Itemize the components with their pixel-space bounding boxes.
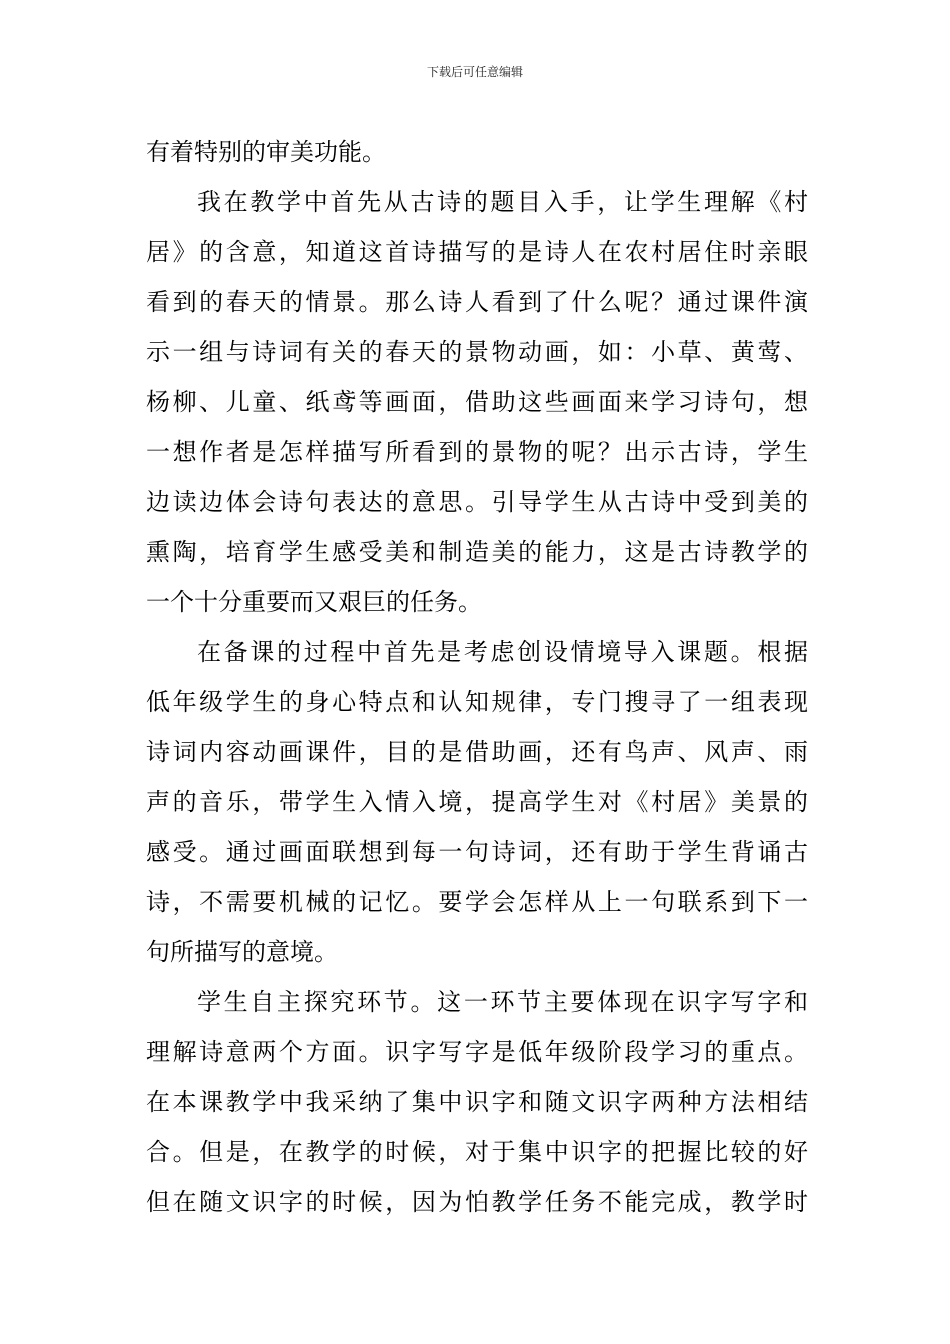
- text-line: 有着特别的审美功能。: [146, 138, 386, 166]
- text-line: 合。但是，在教学的时候，对于集中识字的把握比较的好: [146, 1138, 808, 1166]
- text-line: 声的音乐，带学生入情入境，提高学生对《村居》美景的: [146, 788, 808, 816]
- text-line: 感受。通过画面联想到每一句诗词，还有助于学生背诵古: [146, 838, 808, 866]
- text-line: 学生自主探究环节。这一环节主要体现在识字写字和: [197, 988, 808, 1016]
- text-line: 一个十分重要而又艰巨的任务。: [146, 588, 482, 616]
- document-body: [146, 127, 808, 1227]
- page-header: 下载后可任意编辑: [426, 65, 523, 79]
- text-line: 看到的春天的情景。那么诗人看到了什么呢？通过课件演: [146, 288, 808, 316]
- text-line: 理解诗意两个方面。识字写字是低年级阶段学习的重点。: [146, 1038, 808, 1066]
- text-line: 在备课的过程中首先是考虑创设情境导入课题。根据: [197, 638, 808, 666]
- text-line: 我在教学中首先从古诗的题目入手，让学生理解《村: [197, 188, 808, 216]
- text-line: 但在随文识字的时候，因为怕教学任务不能完成，教学时: [146, 1188, 808, 1216]
- text-line: 诗，不需要机械的记忆。要学会怎样从上一句联系到下一: [146, 888, 808, 916]
- text-line: 句所描写的意境。: [146, 938, 338, 966]
- text-line: 熏陶，培育学生感受美和制造美的能力，这是古诗教学的: [146, 538, 808, 566]
- text-line: 低年级学生的身心特点和认知规律，专门搜寻了一组表现: [146, 688, 808, 716]
- text-line: 示一组与诗词有关的春天的景物动画，如：小草、黄莺、: [146, 338, 808, 366]
- text-line: 一想作者是怎样描写所看到的景物的呢？出示古诗，学生: [146, 438, 808, 466]
- text-line: 在本课教学中我采纳了集中识字和随文识字两种方法相结: [146, 1088, 808, 1116]
- text-line: 诗词内容动画课件，目的是借助画，还有鸟声、风声、雨: [146, 738, 808, 766]
- text-line: 边读边体会诗句表达的意思。引导学生从古诗中受到美的: [146, 488, 808, 516]
- text-line: 居》的含意，知道这首诗描写的是诗人在农村居住时亲眼: [146, 238, 808, 266]
- text-line: 杨柳、儿童、纸鸢等画面，借助这些画面来学习诗句，想: [146, 388, 808, 416]
